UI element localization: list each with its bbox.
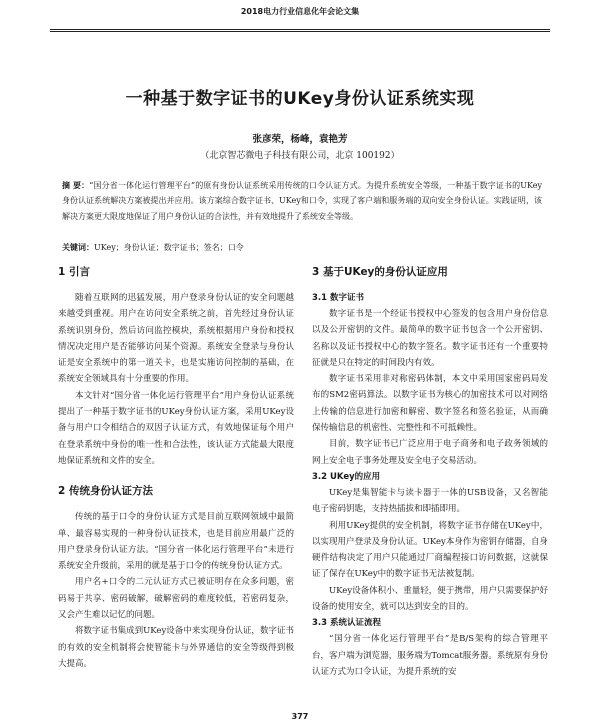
subsection-3-2-paragraph: UKey是集智能卡与读卡器于一体的USB设备，又名智能电子密码钥匙，支持热插拔和即插即用。 [312, 487, 548, 515]
authors: 张彦荣，杨峰，袁艳芳 [252, 134, 348, 145]
section-3-heading: 3 基于UKey的身份认证应用 [312, 266, 448, 278]
subsection-3-3-heading: 3.3 系统认证流程 [312, 618, 382, 629]
left-column [58, 262, 294, 672]
abstract-label: 摘 要： [62, 181, 90, 190]
keywords-text: UKey；身份认证；数字证书；签名；口令 [94, 243, 244, 252]
header-rule-double [50, 31, 550, 32]
running-head: 2018电力行业信息化年会论文集 [240, 7, 360, 16]
subsection-3-1-heading: 3.1 数字证书 [312, 293, 365, 303]
keywords-label: 关键词： [62, 243, 94, 252]
subsection-3-2-paragraph: 利用UKey提供的安全机制，将数字证书存储在UKey中，以实现用户登录及身份认证。UKey本身作为密钥存储器，自身硬件结构决定了用户只能通过厂商编程接口访问数据，这就保证了保存在UKey中的数字证书无法被复制。 [312, 520, 548, 580]
section-2-paragraph: 用户名+口令的二元认证方式已被证明存在众多问题，密码易于共享、密码破解，破解密码的难度较低，若密码复杂，又会产生难以记忆的问题。 [58, 577, 294, 621]
subsection-3-2-heading: 3.2 UKey的应用 [312, 471, 381, 482]
section-1-paragraph: 本文针对“国分省一体化运行管理平台”用户身份认证系统提出了一种基于数字证书的UKey身份认证方案，采用UKey设备与用户口令相结合的双因子认证方式，有效地保证每个用户在登录系统中身份的唯一性和合法性，该认证方式能最大限度地保证系统和文件的安全。 [58, 390, 294, 466]
subsection-3-1-paragraph: 数字证书采用非对称密码体制，本文中采用国家密码局发布的SM2密码算法。以数字证书为核心的加密技术可以对网络上传输的信息进行加密和解密、数字签名和签名验证，从而确保传输信息的机密性、完整性和不可抵赖性。 [312, 374, 548, 434]
paper-title: 一种基于数字证书的UKey身份认证系统实现 [125, 89, 475, 109]
page-number: 377 [291, 712, 309, 721]
keywords [62, 241, 542, 254]
subsection-3-3-paragraph: “国分省一体化运行管理平台”是B/S架构的综合管理平台，客户端为浏览器，服务端为Tomcat服务器。系统原有身份认证方式为口令认证，为提升系统的安 [312, 634, 548, 677]
section-2-paragraph: 传统的基于口令的身份认证方式是目前互联网领域中最简单、最容易实现的一种身份认证技术，也是目前应用最广泛的用户登录身份认证方法。“国分省一体化运行管理平台”未进行系统安全升级前，采用的就是基于口令的传统身份认证方式。 [58, 512, 294, 572]
section-1-paragraph: 随着互联网的迅猛发展，用户登录身份认证的安全问题越来越受到重视。用户在访问安全系统之前，首先经过身份认证系统识别身份，然后访问监控模块，系统根据用户身份和授权情况决定用户是否能够访问某个资源。系统安全登录与身份认证是安全系统中的第一道关卡，也是实施访问控制的基础，在系统安全领域具有十分重要的作用。 [58, 293, 294, 385]
section-2-heading: 2 传统身份认证方法 [58, 485, 153, 498]
subsection-3-1-paragraph: 目前，数字证书已广泛应用于电子商务和电子政务领域的网上安全电子事务处理及安全电子交易活动。 [312, 439, 548, 466]
subsection-3-1-paragraph: 数字证书是一个经证书授权中心签发的包含用户身份信息以及公开密钥的文件。最简单的数字证书包含一个公开密钥、名称以及证书授权中心的数字签名。数字证书还有一个重要特征就是只在特定的时间段内有效。 [312, 309, 548, 368]
section-1-heading: 1 引言 [58, 266, 90, 278]
abstract [62, 178, 542, 224]
subsection-3-2-paragraph: UKey设备体积小、重量轻，便于携带，用户只需要保护好设备的使用安全，就可以达到安全的目的。 [312, 585, 548, 613]
header-rule [50, 29, 550, 30]
right-column [312, 262, 548, 680]
abstract-text: “国分省一体化运行管理平台”的原有身份认证系统采用传统的口令认证方式。为提升系统安全等级，一种基于数字证书的UKey身份认证系统解决方案被提出并应用。该方案综合数字证书、UKey和口令，实现了客户端和服务端的双向安全身份认证。实践证明，该解决方案更大限度地保证了用户身份认证的合法性，并有效地提升了系统安全等级。 [62, 181, 542, 221]
affiliation: （北京智芯微电子科技有限公司，北京 100192） [200, 151, 400, 161]
section-2-paragraph: 将数字证书集成到UKey设备中来实现身份认证，数字证书的有效的安全机制将会使智能卡与外界通信的安全等级得到极大提高。 [58, 626, 294, 669]
